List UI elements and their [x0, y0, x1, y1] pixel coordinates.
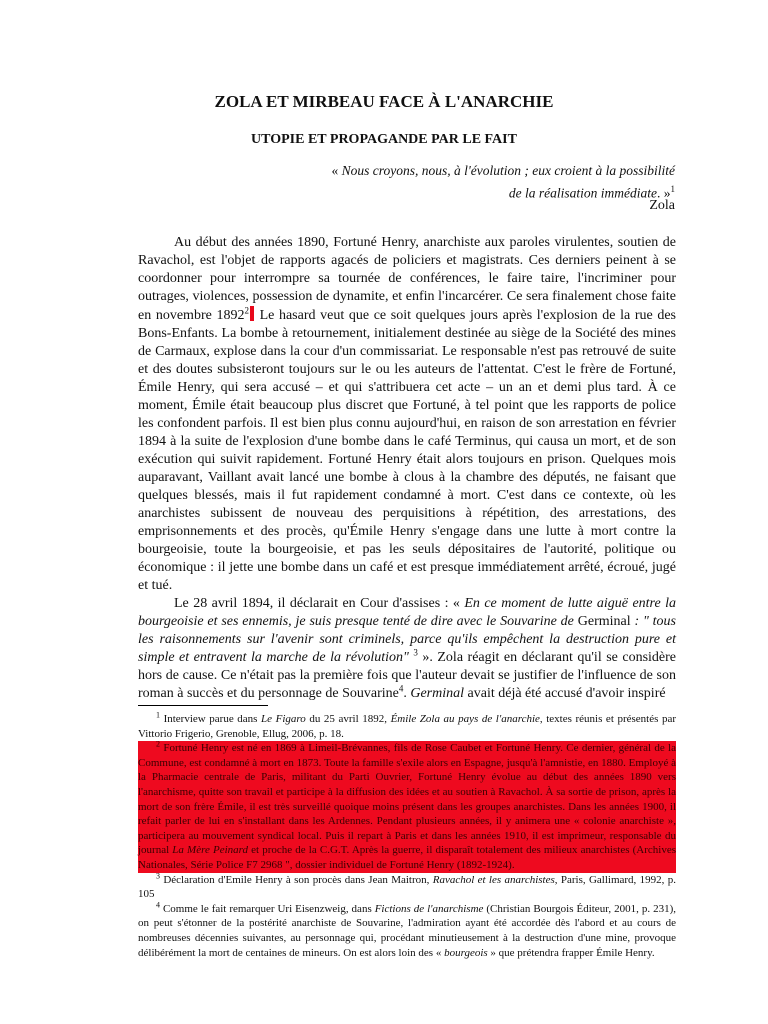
footnote-ref-2[interactable]: 2 — [244, 305, 249, 316]
page-title: ZOLA ET MIRBEAU FACE À L'ANARCHIE — [214, 92, 554, 111]
footnote-1: $^1$ Interview parue dans Le Figaro du 25 avril 1892, Émile Zola au pays de l'anarchie, textes réunis et présentés par Vittorio Frigerio, Grenoble, Ellug, 2006, p. 18. — [138, 710, 676, 740]
paragraph-2: Le 28 avril 1894, il déclarait en Cour d'assises : « En ce moment de lutte aiguë entre la bourgeoisie et ses ennemis, je suis presque tenté de dire avec le Souvarine de Germinal : " tous les raisonnements sur l'avenir sont criminels, parce qu'ils empêchent la destruction pure et simple et entravent la marche de la révolution" $^3$ ». Zola réagit en déclarant qu'il se considère hors de cause. Ce n'était pas la première fois que l'auteur devait se justifier de l'influence de son roman à succès et du personnage de Souvarine$^4$. Germinal avait déjà été accusé d'avoir inspiré — [138, 596, 677, 701]
footnotes — [138, 712, 676, 960]
epigraph-author: Zola — [649, 198, 675, 213]
footnote-2-highlighted: $^2$ Fortuné Henry est né en 1869 à Limeil-Brévannes, fils de Rose Caubet et Fortuné Henry. Ce dernier, général de la Commune, est condamné à mort en 1873. Toute la famille s'exile alors en Espagne, jusqu'à l'amnistie, en 1880. Employé à la Pharmacie centrale de Paris, militant du Parti Ouvrier, Fortuné Henry évolue au début des années 1890 vers l'anarchisme, quitte son travail et participe à la diffusion des idées et au soutien à Ravachol. À sa sortie de prison, après la mort de son frère Émile, il est très surveillé quoique moins présent dans les groupes anarchistes. Dans les années 1900, il refait parler de lui en s'installant dans les Ardennes. Pendant plusieurs années, il y animera une « colonie anarchiste », participera au mouvement syndical local. Puis il repart à Paris et dans les années 1910, il est imprimeur, responsable du journal La Mère Peinard et proche de la C.G.T. Après la guerre, il disparaît totalement des milieux anarchistes (Archives Nationales, Série Police F7 2968 ", dossier individuel de Fortuné Henry (1892-1924). — [138, 739, 676, 871]
page-subtitle: UTOPIE ET PROPAGANDE PAR LE FAIT — [251, 132, 517, 147]
highlight-marker — [250, 306, 254, 321]
paragraph-1: Au début des années 1890, Fortuné Henry, anarchiste aux paroles virulentes, soutien de Ravachol, est l'objet de rapports agacés de policiers et magistrats. Ces derniers peinent à se coordonner pour interrompre sa tournée de conférences, le faire taire, l'incriminer pour outrages, violences, possession de dynamite, et enfin l'incarcérer. Ce sera finalement chose faite en novembre 1892$^2$ Le hasard veut que ce soit quelques jours après l'explosion de la rue des Bons-Enfants. La bombe à retournement, initialement destinée au siège de la Société des mines de Carmaux, explose dans la cour d'un commissariat. Le responsable n'est pas retrouvé de suite et des doutes subsisteront toujours sur le ou les auteurs de l'attentat. C'est le frère de Fortuné, Émile Henry, qui sera accusé – et qui s'attribuera cet acte – un an et demi plus tard. À ce moment, Émile était beaucoup plus discret que Fortuné, à tel point que les rapports de police les confondent parfois. Il est bien plus connu aujourd'hui, en raison de son arrestation en février 1894 à la suite de l'explosion d'une bombe dans le café Terminus, qui causa un mort, et de son exécution qui suivit rapidement. Fortuné Henry était alors toujours en prison. Quelques mois auparavant, Vaillant avait lancé une bombe à clous à la chambre des députés, ne faisant que quelques blessés, mais il fut rapidement condamné à mort. C'est dans ce contexte, où les anarchistes subissent de nouveau des perquisitions à répétition, des arrestations, des emprisonnements et des procès, qu'Émile Henry s'engage dans une lutte à mort contre la bourgeoisie, toute la bourgeoisie, et pas les seuls dépositaires de l'autorité, politique ou économique : il jette une bombe dans un café et est presque immédiatement arrêté, écroué, jugé et tué. — [138, 235, 676, 593]
footnote-3: $^3$ Déclaration d'Emile Henry à son procès dans Jean Maitron, Ravachol et les anarchistes, Paris, Gallimard, 1992, p. 105 — [138, 870, 676, 901]
footnote-separator — [138, 705, 268, 706]
footnote-ref-4[interactable]: 4 — [398, 683, 404, 694]
epigraph: « Nous croyons, nous, à l'évolution ; eux croient à la possibilité de la réalisation immédiate. »$^1$ — [331, 163, 675, 201]
epigraph-line-1: Nous croyons, nous, à l'évolution ; eux croient à la possibilité — [341, 163, 675, 178]
footnote-ref-1[interactable]: 1 — [670, 184, 675, 194]
epigraph-line-2: de la réalisation immédiate — [508, 185, 657, 201]
footnote-4: $^4$ Comme le fait remarquer Uri Eisenzweig, dans Fictions de l'anarchisme (Christian Bourgois Éditeur, 2001, p. 231), on peut s'étonner de la postérité anarchiste de Souvarine, l'admiration ayant été accordée dès l'abord et au cours de nombreuses décennies suivantes, au personnage qui, procédant minutieusement à la destruction d'une mine, provoque délibérément la mort de centaines de mineurs. On est alors loin des « bourgeois » que prétendra frapper Émile Henry. — [138, 900, 677, 959]
footnote-ref-3[interactable]: 3 — [413, 647, 418, 658]
body-text — [138, 234, 676, 703]
